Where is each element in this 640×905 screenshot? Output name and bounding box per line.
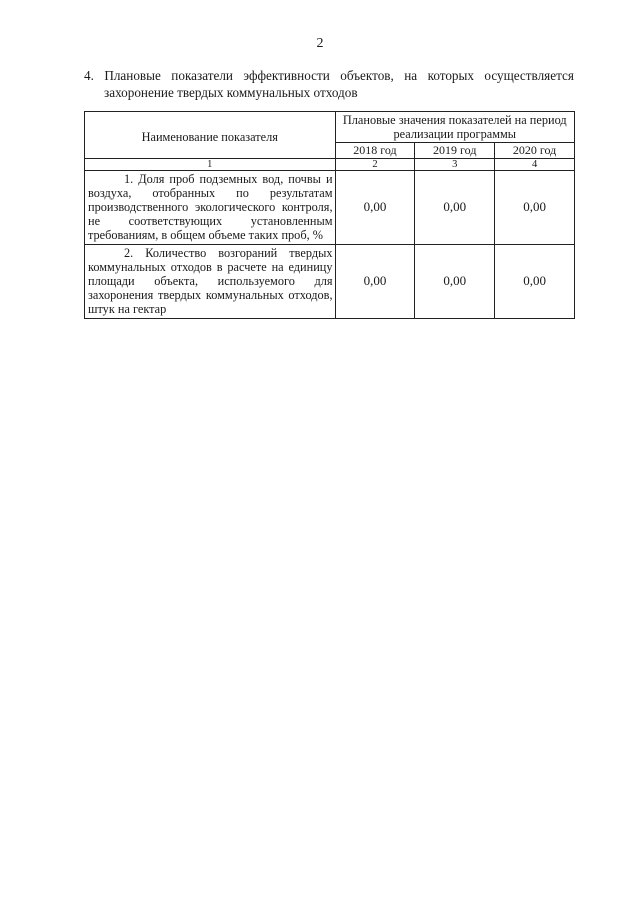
table-row [85, 170, 575, 244]
section-heading-line-1 [84, 67, 574, 84]
column-number: 4 [495, 158, 575, 170]
header-indicator-name: Наименование показателя [85, 112, 336, 159]
indicator-name-cell [85, 170, 336, 244]
column-number: 3 [415, 158, 495, 170]
header-year-2020: 2020 год [495, 143, 575, 158]
heading-word: Плановые [104, 68, 161, 83]
indicator-name-cell [85, 244, 336, 318]
indicator-name: 1. Доля проб подземных вод, почвы и воздуха, отобранных по результатам производственного экологического контроля, не соответствующих установленным требованиям, в общем объеме таких проб, % [88, 171, 333, 243]
value-cell: 0,00 [335, 170, 415, 244]
heading-word: показатели [171, 68, 233, 83]
heading-word: осуществляется [484, 68, 574, 83]
section-heading-line-2: захоронение твердых коммунальных отходов [104, 85, 358, 100]
header-year-2018: 2018 год [335, 143, 415, 158]
page-number: 2 [316, 36, 324, 51]
column-number: 2 [335, 158, 415, 170]
header-year-2019: 2019 год [415, 143, 495, 158]
value-cell: 0,00 [495, 244, 575, 318]
table-header-row [85, 112, 575, 143]
indicators-table [84, 111, 575, 319]
heading-word: на [404, 68, 418, 83]
heading-word: которых [427, 68, 474, 83]
indicator-name: 2. Количество возгораний твердых коммунальных отходов в расчете на единицу площади объекта, используемого для захоронения твердых коммунальных отходов, штук на гектар [88, 245, 333, 317]
value-cell: 0,00 [415, 244, 495, 318]
column-number-row [85, 158, 575, 170]
section-heading [84, 67, 574, 101]
value-cell: 0,00 [495, 170, 575, 244]
column-number: 1 [85, 158, 336, 170]
header-planned-values: Плановые значения показателей на период реализации программы [335, 112, 574, 143]
heading-word: объектов, [340, 68, 394, 83]
value-cell: 0,00 [335, 244, 415, 318]
table-row [85, 244, 575, 318]
heading-word: 4. [84, 68, 94, 83]
heading-word: эффективности [243, 68, 330, 83]
value-cell: 0,00 [415, 170, 495, 244]
